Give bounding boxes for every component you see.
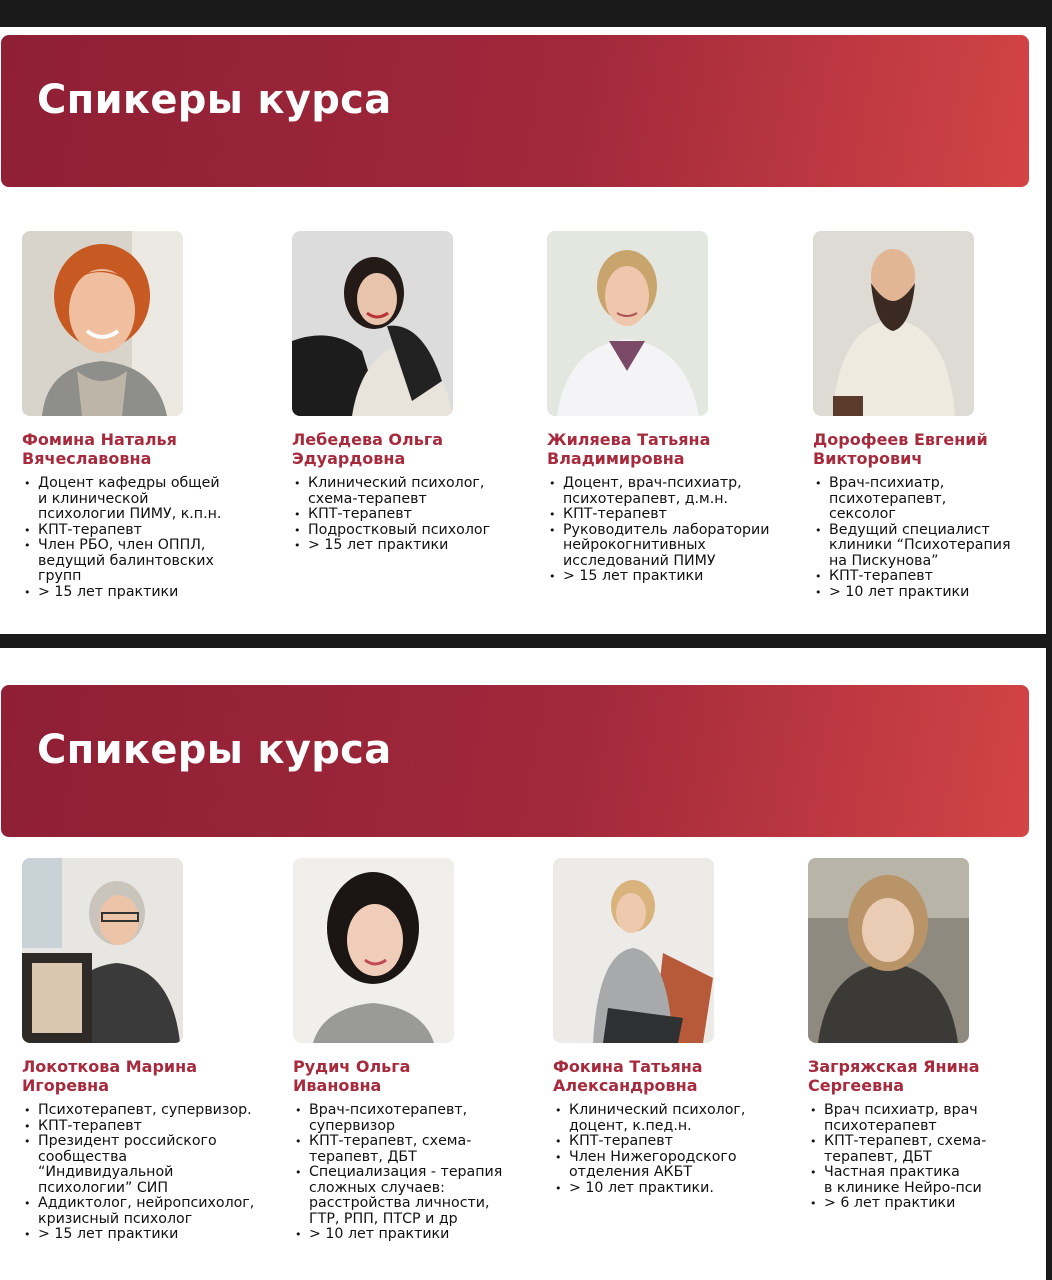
speaker-photo [22, 231, 183, 416]
credential-item: • Подростковый психолог [292, 523, 542, 539]
credential-item: • > 15 лет практики [22, 1227, 272, 1243]
speaker-name: Рудич Ольга Ивановна [293, 1057, 411, 1095]
speaker-photo [547, 231, 708, 416]
speaker-card [22, 231, 272, 600]
speaker-name: Фокина Татьяна Александровна [553, 1057, 703, 1095]
credential-item: • > 10 лет практики [293, 1227, 543, 1243]
credential-item: • Врач-психотерапевт, супервизор [293, 1103, 543, 1134]
speaker-credentials [293, 1103, 543, 1243]
speaker-credentials [808, 1103, 1046, 1212]
credential-item: • КПТ-терапевт [292, 507, 542, 523]
speaker-photo [808, 858, 969, 1043]
credential-item: • Доцент, врач-психиатр, психотерапевт, д.м.н. [547, 476, 797, 507]
title-banner [1, 685, 1029, 837]
speaker-card [292, 231, 542, 554]
speaker-card [808, 858, 1046, 1212]
speaker-credentials [22, 476, 272, 600]
credential-item: • КПТ-терапевт [547, 507, 797, 523]
credential-item: • > 10 лет практики. [553, 1181, 803, 1197]
credential-item: • Врач-психиатр, психотерапевт, сексолог [813, 476, 1046, 523]
speaker-photo [813, 231, 974, 416]
speaker-credentials [553, 1103, 803, 1196]
credential-item: • КПТ-терапевт, схема- терапевт, ДБТ [293, 1134, 543, 1165]
credential-item: • Специализация - терапия сложных случаев: расстройства личности, ГТР, РПП, ПТСР и др [293, 1165, 543, 1227]
speaker-credentials [813, 476, 1046, 600]
speaker-card [553, 858, 803, 1196]
speaker-name: Лебедева Ольга Эдуардовна [292, 430, 444, 468]
speaker-card [22, 858, 272, 1243]
credential-item: • КПТ-терапевт, схема- терапевт, ДБТ [808, 1134, 1046, 1165]
credential-item: • Президент российского сообщества “Индивидуальной психологии” СИП [22, 1134, 272, 1196]
credential-item: • Врач психиатр, врач психотерапевт [808, 1103, 1046, 1134]
speaker-name: Локоткова Марина Игоревна [22, 1057, 197, 1095]
slide-speakers-2 [0, 648, 1046, 1280]
speaker-photo [293, 858, 454, 1043]
slide-title: Спикеры курса [37, 77, 392, 123]
credential-item: • Клинический психолог, схема-терапевт [292, 476, 542, 507]
credential-item: • > 10 лет практики [813, 585, 1046, 601]
title-banner [1, 35, 1029, 187]
speaker-card [547, 231, 797, 585]
speaker-name: Загряжская Янина Сергеевна [808, 1057, 980, 1095]
credential-item: • КПТ-терапевт [22, 523, 272, 539]
credential-item: • Член Нижегородского отделения АКБТ [553, 1150, 803, 1181]
credential-item: • > 15 лет практики [292, 538, 542, 554]
credential-item: • КПТ-терапевт [553, 1134, 803, 1150]
credential-item: • КПТ-терапевт [813, 569, 1046, 585]
credential-item: • > 15 лет практики [547, 569, 797, 585]
credential-item: • Аддиктолог, нейропсихолог, кризисный психолог [22, 1196, 272, 1227]
credential-item: • Член РБО, член ОППЛ, ведущий балинтовских групп [22, 538, 272, 585]
speaker-credentials [292, 476, 542, 554]
credential-item: • КПТ-терапевт [22, 1119, 272, 1135]
credential-item: • Психотерапевт, супервизор. [22, 1103, 272, 1119]
speaker-photo [292, 231, 453, 416]
credential-item: • > 15 лет практики [22, 585, 272, 601]
credential-item: • > 6 лет практики [808, 1196, 1046, 1212]
credential-item: • Частная практика в клинике Нейро-пси [808, 1165, 1046, 1196]
credential-item: • Клинический психолог, доцент, к.пед.н. [553, 1103, 803, 1134]
speaker-photo [22, 858, 183, 1043]
speaker-card [813, 231, 1046, 600]
speaker-name: Жиляева Татьяна Владимировна [547, 430, 711, 468]
credential-item: • Руководитель лаборатории нейрокогнитивных исследований ПИМУ [547, 523, 797, 570]
slide-speakers-1 [0, 27, 1046, 634]
speaker-photo [553, 858, 714, 1043]
credential-item: • Ведущий специалист клиники “Психотерапия на Пискунова” [813, 523, 1046, 570]
slide-title: Спикеры курса [37, 727, 392, 773]
credential-item: • Доцент кафедры общей и клинической психологии ПИМУ, к.п.н. [22, 476, 272, 523]
speaker-card [293, 858, 543, 1243]
speaker-credentials [22, 1103, 272, 1243]
speaker-name: Дорофеев Евгений Викторович [813, 430, 988, 468]
speaker-name: Фомина Наталья Вячеславовна [22, 430, 177, 468]
speaker-credentials [547, 476, 797, 585]
